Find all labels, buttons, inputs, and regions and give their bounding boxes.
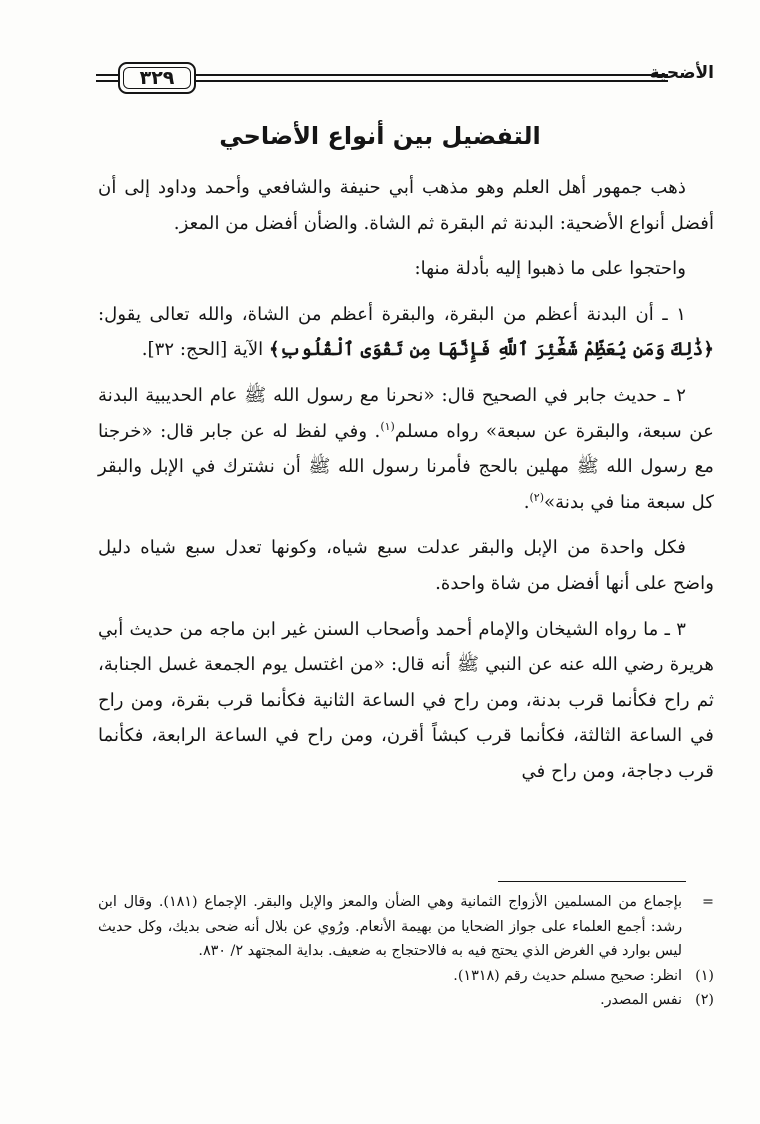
paragraph — [98, 297, 714, 368]
body-text — [98, 170, 714, 800]
running-title: الأضحية — [649, 63, 714, 83]
paragraph: واحتجوا على ما ذهبوا إليه بأدلة منها: — [414, 258, 686, 280]
quran-verse: ﴿ذَٰلِكَ وَمَن يُعَظِّمْ شَعَٰٓئِرَ ٱللَّهِ فَإِنَّهَا مِن تَقْوَى ٱلْقُلُوبِ﴾ — [269, 339, 714, 361]
footnote-reference[interactable]: (٢) — [529, 490, 545, 504]
paragraph-text: . وفي لفظ له عن جابر قال: «خرجنا مع رسول الله ﷺ مهلين بالحج فأمرنا رسول الله ﷺ أن نشترك في الإبل والبقر كل سبعة منا في بدنة» — [98, 420, 714, 513]
footnote-text: بإجماع من المسلمين الأزواج الثمانية وهي الضأن والمعز والإبل والبقر. الإجماع (١٨١). وقال ابن رشد: أجمع العلماء على جواز الضحايا من بهيمة الأنعام. ورُوي عن بلال أنه ضحى بديك، وكل حديث ليس بوارد في الغرض الذي يحتج فيه به فالاحتجاج به ضعيف. بداية المجتهد ٢/ ٨٣٠. — [98, 894, 682, 959]
header-rule — [196, 80, 668, 82]
footnote-mark: (١) — [695, 967, 714, 984]
page-number-frame — [118, 62, 196, 94]
paragraph-text: ٢ ـ حديث جابر في الصحيح قال: «نحرنا مع رسول الله ﷺ عام الحديبية البدنة عن سبعة، والبقرة عن سبعة» رواه مسلم — [98, 384, 714, 442]
footnote — [98, 988, 714, 1013]
page-number: ٣٢٩ — [139, 67, 175, 89]
header-rule — [96, 74, 118, 76]
paragraph-text: الآية [الحج: ٣٢]. — [141, 339, 270, 361]
paragraph: ذهب جمهور أهل العلم وهو مذهب أبي حنيفة والشافعي وأحمد وداود إلى أن أفضل أنواع الأضحية: البدنة ثم البقرة ثم الشاة. والضأن أفضل من المعز. — [98, 177, 714, 234]
header-rule — [196, 74, 668, 76]
footnotes — [98, 890, 714, 1013]
paragraph-text: ١ ـ أن البدنة أعظم من البقرة، والبقرة أعظم من الشاة، والله تعالى يقول: — [98, 303, 686, 325]
paragraph: ٣ ـ ما رواه الشيخان والإمام أحمد وأصحاب السنن غير ابن ماجه من حديث أبي هريرة رضي الله عنه عن النبي ﷺ أنه قال: «من اغتسل يوم الجمعة غسل الجنابة، ثم راح فكأنما قرب بدنة، ومن راح في الساعة الثانية فكأنما قرب بقرة، ومن راح في الساعة الثالثة، فكأنما قرب كبشاً أقرن، ومن راح في الساعة الرابعة، فكأنما قرب دجاجة، ومن راح في — [98, 618, 714, 782]
footnote-text: نفس المصدر. — [600, 992, 682, 1008]
header-rule — [96, 80, 118, 82]
footnote — [98, 890, 714, 964]
footnote-reference[interactable]: (١) — [380, 419, 395, 433]
footnote-separator — [498, 881, 686, 882]
paragraph — [98, 378, 714, 520]
footnote-mark: = — [702, 894, 714, 910]
footnote — [98, 964, 714, 989]
paragraph: فكل واحدة من الإبل والبقر عدلت سبع شياه، وكونها تعدل سبع شياه دليل واضح على أنها أفضل من شاة واحدة. — [98, 537, 714, 594]
footnote-text: انظر: صحيح مسلم حديث رقم (١٣١٨). — [453, 967, 682, 984]
paragraph-text: . — [523, 491, 530, 513]
section-title: التفضيل بين أنواع الأضاحي — [219, 122, 541, 150]
footnote-mark: (٢) — [695, 992, 714, 1008]
